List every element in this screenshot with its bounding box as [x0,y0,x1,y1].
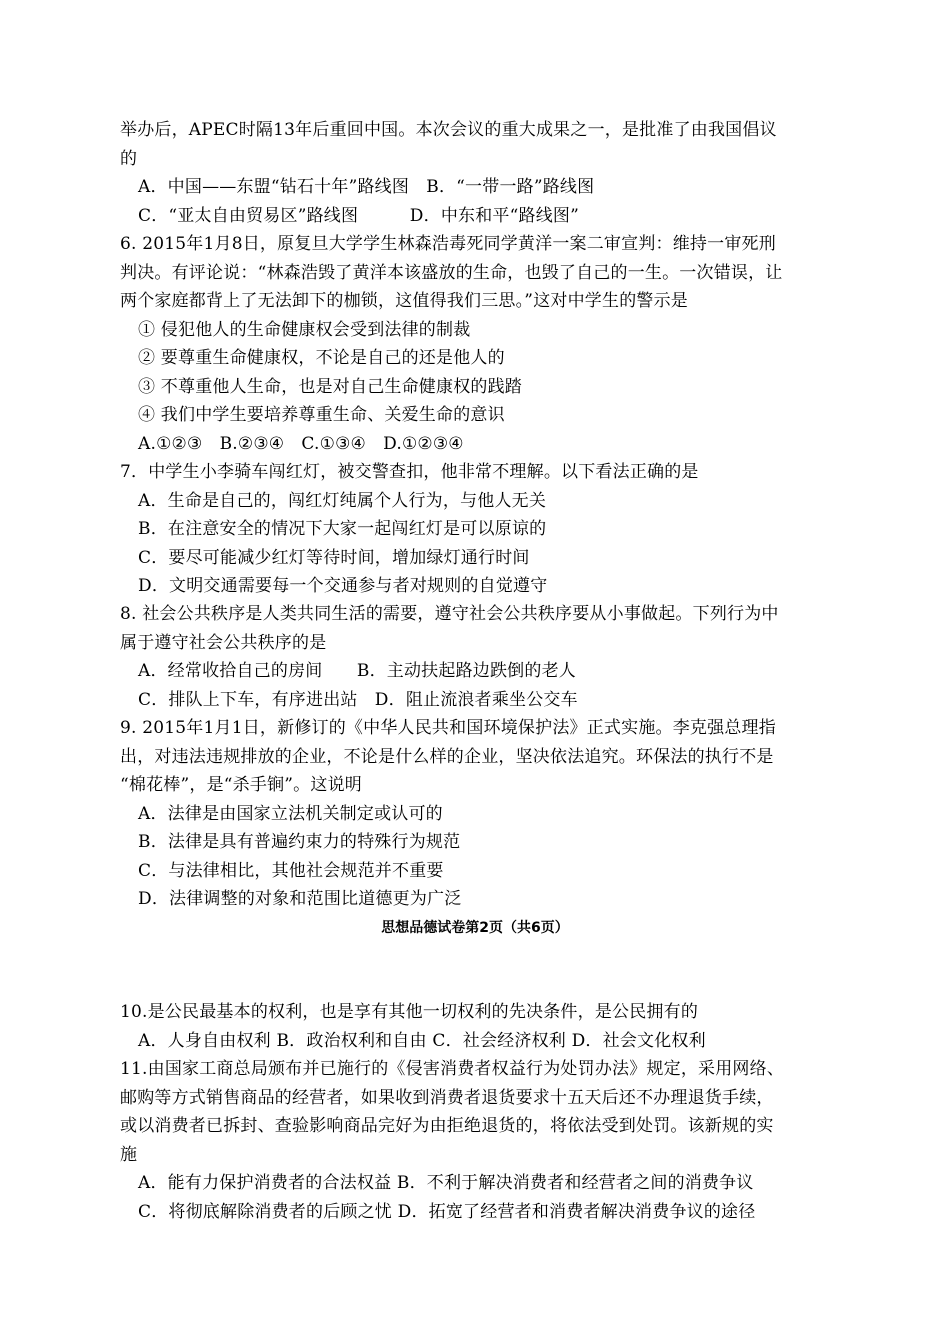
q6-stem-line-2: 判决。有评论说：“林森浩毁了黄洋本该盛放的生命，也毁了自己的一生。一次错误，让 [120,263,783,283]
q8-stem-line-1: 8. 社会公共秩序是人类共同生活的需要，遵守社会公共秩序要从小事做起。下列行为中 [120,604,779,624]
q5-options-cd: C．“亚太自由贸易区”路线图 D．中东和平“路线图” [138,206,579,226]
q6-item-1: ① 侵犯他人的生命健康权会受到法律的制裁 [138,320,471,340]
q6-options: A.①②③ B.②③④ C.①③④ D.①②③④ [138,434,464,454]
q7-option-b: B．在注意安全的情况下大家一起闯红灯是可以原谅的 [138,519,547,539]
q8-options-cd: C．排队上下车，有序进出站 D．阻止流浪者乘坐公交车 [138,690,578,710]
q9-stem-line-1: 9. 2015年1月1日，新修订的《中华人民共和国环境保护法》正式实施。李克强总理指 [120,718,776,738]
q7-stem: 7．中学生小李骑车闯红灯，被交警查扣，他非常不理解。以下看法正确的是 [120,462,699,482]
q11-stem-line-3: 或以消费者已拆封、查验影响商品完好为由拒绝退货的，将依法受到处罚。该新规的实 [120,1116,774,1136]
q10-options: A．人身自由权利 B．政治权利和自由 C．社会经济权利 D．社会文化权利 [138,1031,706,1051]
q5-options-ab: A．中国——东盟“钻石十年”路线图 B．“一带一路”路线图 [138,177,595,197]
q5-stem-line-2: 的 [120,149,138,169]
q6-item-3: ③ 不尊重他人生命，也是对自己生命健康权的践踏 [138,377,523,397]
q11-stem-line-2: 邮购等方式销售商品的经营者，如果收到消费者退货要求十五天后还不办理退货手续， [120,1088,774,1108]
q6-stem-line-3: 两个家庭都背上了无法卸下的枷锁，这值得我们三思。”这对中学生的警示是 [120,291,688,311]
q8-options-ab: A．经常收拾自己的房间 B．主动扶起路边跌倒的老人 [138,661,576,681]
q7-option-a: A．生命是自己的，闯红灯纯属个人行为，与他人无关 [138,491,547,511]
q6-stem-line-1: 6. 2015年1月8日，原复旦大学学生林森浩毒死同学黄洋一案二审宣判：维持一审死刑 [120,234,776,254]
page-footer: 思想品德试卷第2页（共6页） [381,920,569,936]
q9-option-a: A．法律是由国家立法机关制定或认可的 [138,804,443,824]
q7-option-c: C．要尽可能减少红灯等待时间，增加绿灯通行时间 [138,548,530,568]
q5-stem-line-1: 举办后，APEC时隔13年后重回中国。本次会议的重大成果之一，是批准了由我国倡议 [120,120,777,140]
q8-stem-line-2: 属于遵守社会公共秩序的是 [120,633,327,653]
q6-item-4: ④ 我们中学生要培养尊重生命、关爱生命的意识 [138,405,505,425]
q10-stem: 10.是公民最基本的权利，也是享有其他一切权利的先决条件，是公民拥有的 [120,1002,699,1022]
q9-stem-line-2: 出，对违法违规排放的企业，不论是什么样的企业，坚决依法追究。环保法的执行不是 [120,747,774,767]
q9-option-c: C．与法律相比，其他社会规范并不重要 [138,861,444,881]
q11-options-cd: C．将彻底解除消费者的后顾之忧 D．拓宽了经营者和消费者解决消费争议的途径 [138,1202,756,1222]
q9-stem-line-3: “棉花棒”，是“杀手锏”。这说明 [120,775,362,795]
q6-item-2: ② 要尊重生命健康权，不论是自己的还是他人的 [138,348,505,368]
q11-options-ab: A．能有力保护消费者的合法权益 B．不利于解决消费者和经营者之间的消费争议 [138,1173,754,1193]
q9-option-d: D．法律调整的对象和范围比道德更为广泛 [138,889,462,909]
q11-stem-line-4: 施 [120,1145,138,1165]
q9-option-b: B．法律是具有普遍约束力的特殊行为规范 [138,832,461,852]
q7-option-d: D．文明交通需要每一个交通参与者对规则的自觉遵守 [138,576,548,596]
q11-stem-line-1: 11.由国家工商总局颁布并已施行的《侵害消费者权益行为处罚办法》规定，采用网络、 [120,1059,785,1079]
